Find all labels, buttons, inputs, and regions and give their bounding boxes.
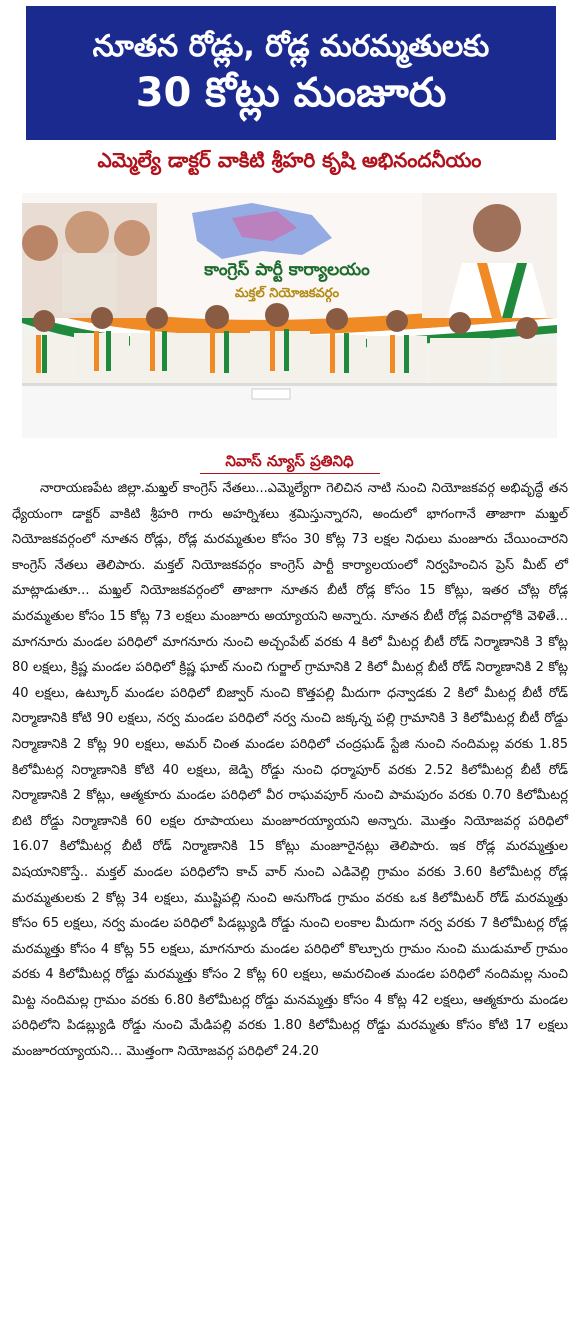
byline-underline xyxy=(200,473,380,474)
banner-constituency-text: మక్తల్ నియోజకవర్గం xyxy=(234,286,340,301)
banner-office-text: కాంగ్రెస్ పార్టీ కార్యాలయం xyxy=(204,260,370,280)
press-meet-photo xyxy=(22,193,557,438)
subheadline: ఎమ్మెల్యే డాక్టర్ వాకిటి శ్రీహరి కృషి అభినందనీయం xyxy=(97,148,482,172)
headline-banner xyxy=(26,6,556,140)
byline: నివాస్ న్యూస్ ప్రతినిధి xyxy=(225,452,354,470)
article-body: నారాయణపేట జిల్లా.మఖ్తల్ కాంగ్రెస్ నేతలు...ఎమ్మెల్యేగా గెలిచిన నాటి నుంచి నియోజకవర్గ అభివృద్ధే తన ధ్యేయంగా డాక్టర్ వాకిటి శ్రీహరి గారు అహర్నిశలు శ్రమిస్తున్నారని, అందులో భాగంగానే తాజాగా మఖ్తల్ నియోజకవర్గంలో నూతన రోడ్లు, రోడ్ల మరమ్మతుల కోసం 30 కోట్ల 73 లక్షల నిధులు మంజూరు చేయించారని కాంగ్రెస్ నేతలు తెలిపారు. మక్తల్ నియోజకవర్గం కాంగ్రెస్ పార్టీ కార్యాలయంలో నిర్వహించిన ప్రెస్ మీట్ లో మాట్లాడుతూ... మఖ్తల్ నియోజకవర్గంలో తాజాగా నూతన బీటీ రోడ్ల కోసం 15 కోట్లు, ఇతర చోట్ల రోడ్ల మరమ్మతుల కోసం 15 కోట్ల 73 లక్షలు మంజూరు అయ్యాయని అన్నారు. నూతన బీటీ రోడ్ల వివరాల్లోకి వెళితే... మాగనూరు మండల పరిధిలో మాగనూరు నుంచి అచ్చంపేట్ వరకు 4 కిలో మీటర్ల బీటీ రోడ్ నిర్మాణానికి 3 కోట్ల 80 లక్షలు, క్రిష్ణ మండల పరిధిలో క్రిష్ణ ఘాట్ నుంచి గుర్జాల్ గ్రామానికి 2 కిలో మీటర్ల బీటీ రోడ్ నిర్మాణానికి 2 కోట్ల 40 లక్షలు, ఉట్కూర్ మండల పరిధిలో బిజ్వార్ నుంచి కొత్తపల్లి మీదుగా ధన్వాడకు 2 కిలో మీటర్ల బీటీ రోడ్ నిర్మాణానికి కోటి 90 లక్షలు, నర్వ మండల పరిధిలో నర్వ నుంచి జక్కన్న పల్లి గ్రామానికి 3 కిలోమీటర్ల బీటీ రోడ్డు నిర్మాణానికి 2 కోట్ల 90 లక్షలు, అమర్ చింత మండల పరిధిలో చంద్రఘడ్ స్టేజి నుంచి నందిమల్ల వరకు 1.85 కిలోమీటర్ల నిర్మాణానికి కోటి 40 లక్షలు, జెడ్పి రోడ్డు నుంచి ధర్మాపూర్ వరకు 2.52 కిలోమీటర్ల బీటీ రోడ్ నిర్మాణానికి 2 కోట్లు, ఆత్మకూరు మండల పరిధిలో వీర రాఘవపూర్ నుంచి పామపురం వరకు 0.70 కిలోమీటర్ల బిటి రోడ్డు నిర్మాణానికి 60 లక్షల రూపాయలు మంజూరయ్యాయని అన్నారు. మొత్తం నియోజవర్గ పరిధిలో 16.07 కిలోమీటర్ల బీటీ రోడ్ నిర్మాణానికి 15 కోట్లు మంజూరైనట్లు తెలిపారు. ఇక రోడ్ల మరమ్మత్తుల విషయానికొస్తే.. మక్తల్ మండల పరిధిలోని కాచ్ వార్ నుంచి ఎడివెల్లి గ్రామం వరకు 3.60 కిలోమీటర్ల రోడ్ల మరమ్మతులకు 2 కోట్ల 34 లక్షలు, ముష్టిపల్లి నుంచి అనుగొండ గ్రామం వరకు ఒక కిలోమీటర్ రోడ్ మరమ్మత్తు కోసం 65 లక్షలు, నర్వ మండల పరిధిలో పిడబ్ల్యుడి రోడ్డు నుంచి లంకాల మీదుగా నర్వ వరకు 7 కిలోమీటర్ల రోడ్ల మరమ్మత్తు కోసం 4 కోట్ల 55 లక్షలు, మాగనూరు మండల పరిధిలో కొల్చూరు గ్రామం నుంచి ముడుమాల్ గ్రామం వరకు 4 కిలోమీటర్ల రోడ్డు మరమ్మత్తు కోసం 2 కోట్ల 60 లక్షలు, అమరచింత మండల పరిధిలో నందిమల్ల నుంచి మిట్ట నందిమల్ల గ్రామం వరకు 6.80 కిలోమీటర్ల రోడ్డు మనమ్మత్తు కోసం 4 కోట్ల 42 లక్షలు, ఆత్మకూరు మండల పరిధిలోని పిడబ్ల్యుడి రోడ్డు నుంచి మేడిపల్లి వరకు 1.80 కిలోమీటర్ల రోడ్డు మరమ్మతు కోసం కోటి 17 లక్షలు మంజూరయ్యాయని... మొత్తంగా నియోజవర్గ పరిధిలో 24.20 xyxy=(12,481,568,1060)
headline-line-1: నూతన రోడ్లు, రోడ్ల మరమ్మతులకు xyxy=(92,28,490,64)
headline-line-2: 30 కోట్లు మంజూరు xyxy=(135,70,447,117)
